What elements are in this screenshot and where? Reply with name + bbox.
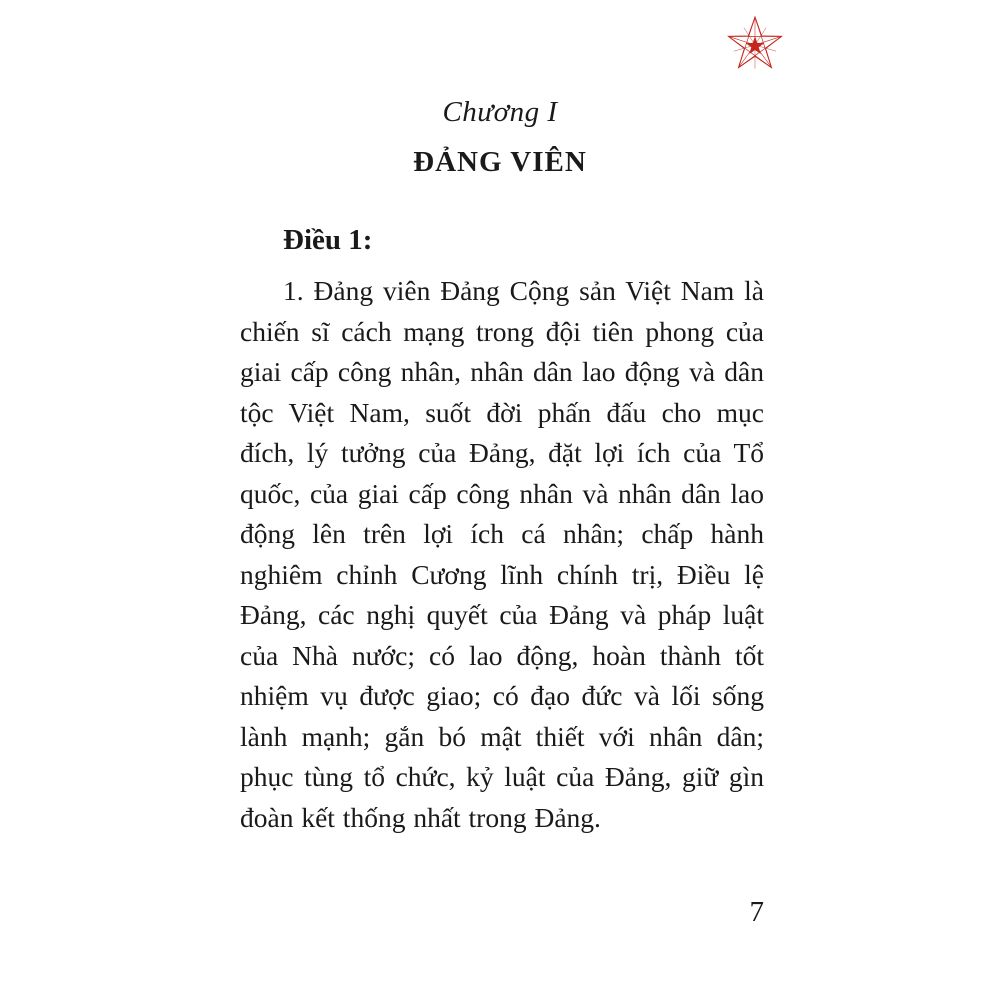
chapter-label: Chương I — [442, 96, 558, 128]
page-number: 7 — [749, 896, 764, 928]
article-heading: Điều 1: — [283, 224, 373, 256]
article-paragraph: 1. Đảng viên Đảng Cộng sản Việt Nam là chiến sĩ cách mạng trong đội tiên phong của giai cấp công nhân, nhân dân lao động và dân tộc Việt Nam, suốt đời phấn đấu cho mục đích, lý tưởng của Đảng, đặt lợi ích của Tổ quốc, của giai cấp công nhân và nhân dân lao động lên trên lợi ích cá nhân; chấp hành nghiêm chỉnh Cương lĩnh chính trị, Điều lệ Đảng, các nghị quyết của Đảng và pháp luật của Nhà nước; có lao động, hoàn thành tốt nhiệm vụ được giao; có đạo đức và lối sống lành mạnh; gắn bó mật thiết với nhân dân; phục tùng tổ chức, kỷ luật của Đảng, giữ gìn đoàn kết thống nhất trong Đảng. — [240, 275, 764, 833]
chapter-title: ĐẢNG VIÊN — [413, 146, 587, 178]
red-star-ornament-icon — [724, 14, 786, 76]
article-content — [240, 224, 764, 838]
